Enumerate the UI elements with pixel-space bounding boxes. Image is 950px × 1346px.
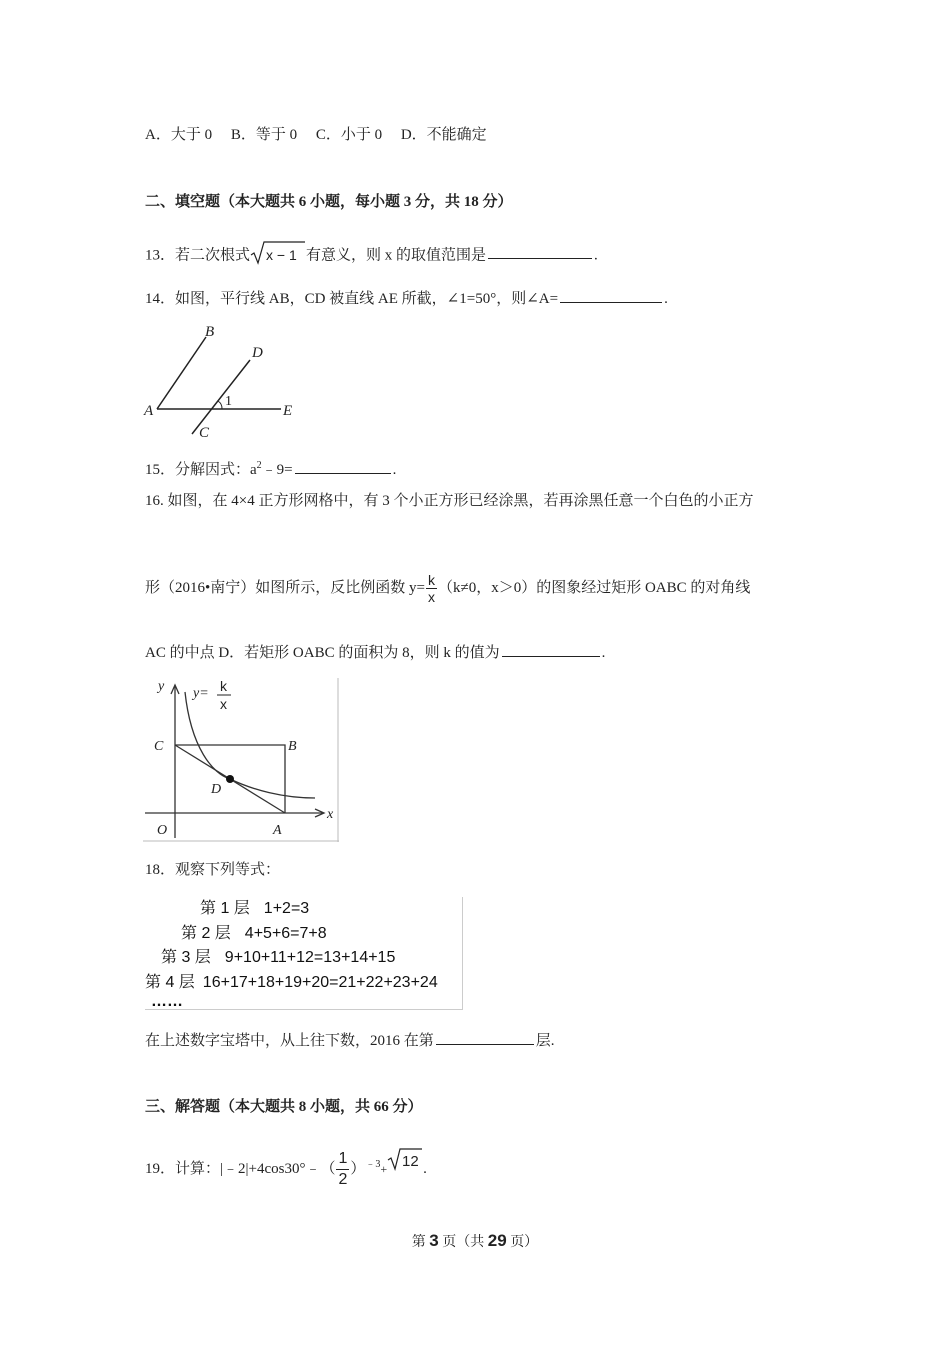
q14-figure bbox=[143, 322, 298, 440]
tower-equation: 1+2=3 bbox=[263, 900, 310, 917]
q14-end: . bbox=[664, 291, 668, 307]
q17-fraction bbox=[426, 572, 437, 605]
q15-exponent: 2 bbox=[256, 460, 262, 471]
tower-row-1 bbox=[200, 899, 309, 919]
label-b: B bbox=[288, 739, 297, 754]
label-a: A bbox=[273, 823, 282, 838]
q17-line1 bbox=[145, 571, 750, 605]
q18-question bbox=[145, 1029, 555, 1051]
q19-text: 19．计算：|﹣2|+4cos30°﹣（ bbox=[145, 1161, 336, 1177]
q15 bbox=[145, 456, 396, 480]
label-c: C bbox=[154, 739, 164, 754]
q12-options: A．大于 0 B．等于 0 C．小于 0 D．不能确定 bbox=[145, 127, 487, 143]
q15-answer-blank bbox=[295, 458, 391, 474]
func-num: k bbox=[220, 678, 227, 694]
q14-text: 14．如图，平行线 AB，CD 被直线 AE 所截，∠1=50°，则∠A= bbox=[145, 291, 559, 307]
tower-level: 第 1 层 bbox=[200, 900, 250, 917]
q19-exponent: ﹣3 bbox=[365, 1159, 381, 1170]
q19 bbox=[145, 1145, 427, 1190]
number-tower bbox=[145, 897, 463, 1010]
q17-text-after: （k≠0，x＞0）的图象经过矩形 OABC 的对角线 bbox=[437, 580, 751, 596]
q17-text: 形（2016•南宁）如图所示，反比例函数 y= bbox=[145, 580, 425, 596]
q15-rest: ﹣9= bbox=[261, 462, 293, 478]
q13-radical bbox=[250, 240, 306, 272]
tower-equation: 9+10+11+12=13+14+15 bbox=[224, 949, 396, 966]
tower-equation: 16+17+18+19+20=21+22+23+24 bbox=[202, 974, 438, 991]
q17-line2-text: AC 的中点 D．若矩形 OABC 的面积为 8，则 k 的值为 bbox=[145, 645, 500, 661]
page-footer bbox=[0, 1231, 950, 1251]
footer-post: 页） bbox=[506, 1235, 539, 1250]
q18-question-after: 层. bbox=[535, 1033, 555, 1049]
label-d: D bbox=[211, 782, 222, 797]
tower-level: 第 4 层 bbox=[145, 974, 195, 991]
q14 bbox=[145, 287, 668, 309]
q18-question-text: 在上述数字宝塔中，从上往下数，2016 在第 bbox=[145, 1033, 434, 1049]
q19-radical bbox=[387, 1147, 423, 1187]
label-x: x bbox=[327, 807, 334, 822]
q17-line2 bbox=[145, 641, 605, 663]
tower-row-3 bbox=[161, 948, 395, 968]
q19-radicand: 12 bbox=[402, 1153, 419, 1170]
q13-radicand: x − 1 bbox=[266, 247, 297, 263]
q13-text: 13．若二次根式 bbox=[145, 247, 251, 264]
q19-plus: + bbox=[380, 1162, 388, 1176]
tower-ellipsis: …… bbox=[151, 993, 183, 1010]
tower-level: 第 3 层 bbox=[161, 949, 211, 966]
line-ab bbox=[157, 337, 206, 409]
q18-text: 18．观察下列等式： bbox=[145, 862, 281, 878]
point-d bbox=[226, 775, 234, 783]
label-a: A bbox=[144, 403, 154, 419]
footer-mid: 页（共 bbox=[438, 1235, 488, 1250]
tower-equation: 4+5+6=7+8 bbox=[244, 925, 327, 942]
tower-level: 第 2 层 bbox=[181, 925, 231, 942]
page-total: 29 bbox=[487, 1231, 507, 1250]
q19-paren: ） bbox=[350, 1161, 366, 1177]
q13-end: . bbox=[594, 247, 598, 264]
line-cd bbox=[192, 360, 250, 434]
q17-frac-num: k bbox=[427, 572, 435, 589]
tower-row-2 bbox=[181, 924, 327, 944]
q16: 16. 如图，在 4×4 正方形网格中，有 3 个小正方形已经涂黑，若再涂黑任意一个白色的小正方 bbox=[145, 493, 754, 509]
q18-answer-blank bbox=[436, 1029, 534, 1045]
q17-answer-blank bbox=[502, 641, 600, 657]
func-lhs: y= bbox=[193, 686, 209, 701]
q19-frac-den: 2 bbox=[338, 1171, 348, 1189]
footer-pre: 第 bbox=[411, 1235, 430, 1250]
q14-answer-blank bbox=[560, 287, 662, 303]
page-number: 3 bbox=[429, 1231, 439, 1250]
q13-text-after: 有意义，则 x 的取值范围是 bbox=[306, 247, 487, 264]
label-o: O bbox=[157, 823, 168, 838]
section2-title: 二、填空题（本大题共 6 小题，每小题 3 分，共 18 分） bbox=[145, 194, 513, 210]
angle-1-arc bbox=[218, 401, 222, 409]
func-den: x bbox=[220, 696, 227, 712]
tower-row-4 bbox=[145, 973, 438, 993]
q15-end: . bbox=[392, 462, 397, 478]
section3-title: 三、解答题（本大题共 8 小题，共 66 分） bbox=[145, 1099, 423, 1115]
angle-1-label: 1 bbox=[225, 394, 232, 409]
q19-end: . bbox=[423, 1161, 427, 1177]
label-d: D bbox=[252, 345, 263, 361]
q17-end: . bbox=[601, 645, 606, 661]
label-e: E bbox=[283, 403, 293, 419]
label-y: y bbox=[158, 679, 165, 694]
q13 bbox=[145, 240, 598, 272]
q19-fraction bbox=[336, 1149, 349, 1190]
label-b: B bbox=[205, 324, 215, 340]
q19-frac-num: 1 bbox=[336, 1149, 349, 1170]
q17-frac-den: x bbox=[427, 589, 435, 606]
q17-figure bbox=[143, 678, 339, 842]
q15-text: 15．分解因式：a bbox=[145, 462, 257, 478]
label-c: C bbox=[199, 425, 210, 440]
q13-answer-blank bbox=[488, 243, 592, 259]
